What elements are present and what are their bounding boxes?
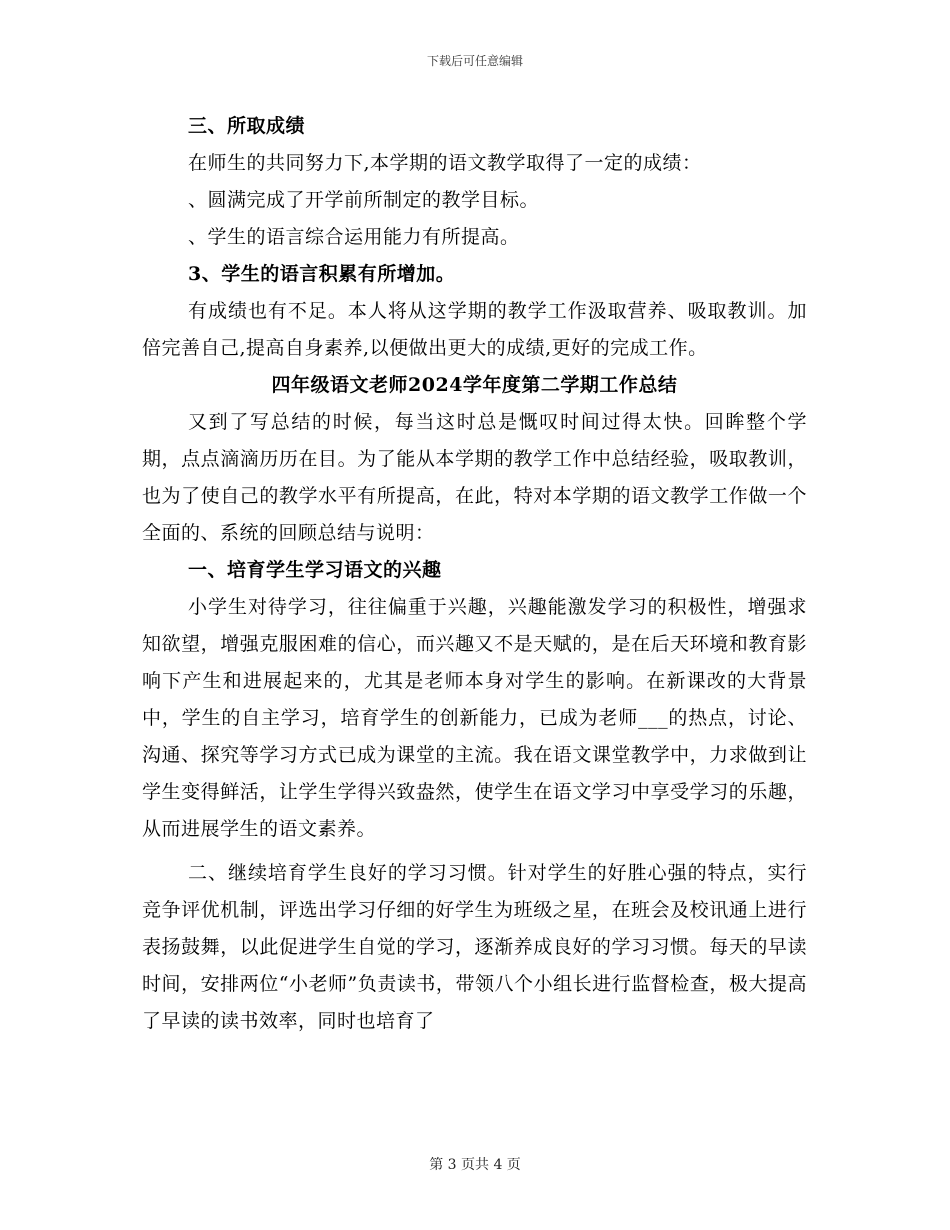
section-1-heading: 一、培育学生学习语文的兴趣 <box>188 559 442 581</box>
section-3-heading: 三、所取成绩 <box>188 115 306 137</box>
page-footer: 第 3 页共 4 页 <box>429 1157 521 1173</box>
page-header: 下载后可任意编辑 <box>426 54 523 68</box>
section-3-closing-paragraph: 有成绩也有不足。本人将从这学期的教学工作汲取营养、吸取教训。加倍完善自己,提高自身素养,以便做出更大的成绩,更好的完成工作。 <box>142 300 807 359</box>
document-body <box>142 108 807 1040</box>
list-item: 、学生的语言综合运用能力有所提高。 <box>188 226 520 248</box>
list-item: 、圆满完成了开学前所制定的教学目标。 <box>188 189 540 211</box>
list-item: 3、学生的语言积累有所增加。 <box>188 263 456 285</box>
section-2-paragraph: 二、继续培育学生良好的学习习惯。针对学生的好胜心强的特点，实行竞争评优机制，评选出学习仔细的好学生为班级之星，在班会及校讯通上进行表扬鼓舞，以此促进学生自觉的学习，逐渐养成良好的学习习惯。每天的早读时间，安排两位“小老师”负责读书，带领八个小组长进行监督检查，极大提高了早读的读书效率，同时也培育了 <box>142 862 807 1032</box>
intro-paragraph: 又到了写总结的时候，每当这时总是慨叹时间过得太快。回眸整个学期，点点滴滴历历在目。为了能从本学期的教学工作中总结经验，吸取教训，也为了使自己的教学水平有所提高，在此，特对本学期的语文教学工作做一个全面的、系统的回顾总结与说明： <box>142 411 807 544</box>
section-3-paragraph: 在师生的共同努力下,本学期的语文教学取得了一定的成绩： <box>188 152 702 174</box>
document-title: 四年级语文老师2024学年度第二学期工作总结 <box>271 374 678 396</box>
section-1-paragraph: 小学生对待学习，往往偏重于兴趣，兴趣能激发学习的积极性，增强求知欲望，增强克服困难的信心，而兴趣又不是天赋的，是在后天环境和教育影响下产生和进展起来的，尤其是老师本身对学生的影响。在新课改的大背景中，学生的自主学习，培育学生的创新能力，已成为老师___的热点，讨论、沟通、探究等学习方式已成为课堂的主流。我在语文课堂教学中，力求做到让学生变得鲜活，让学生学得兴致盎然，使学生在语文学习中享受学习的乐趣，从而进展学生的语文素养。 <box>142 596 807 840</box>
